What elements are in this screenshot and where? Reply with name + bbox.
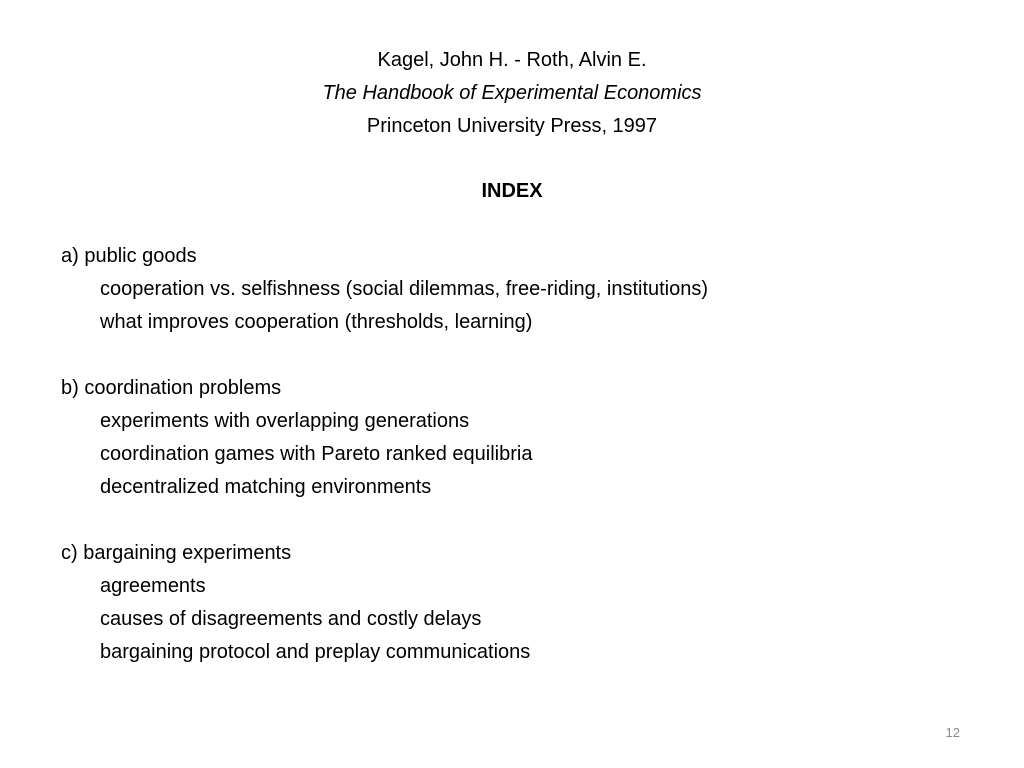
section-item: decentralized matching environments xyxy=(100,476,432,498)
authors-line: Kagel, John H. - Roth, Alvin E. xyxy=(377,49,647,71)
section-title: c) bargaining experiments xyxy=(61,542,292,564)
section-item: what improves cooperation (thresholds, learning) xyxy=(100,311,533,333)
citation-header xyxy=(0,44,1024,143)
section-item: causes of disagreements and costly delays xyxy=(100,608,482,630)
section-item: agreements xyxy=(100,575,206,597)
section-item: cooperation vs. selfishness (social dilemmas, free-riding, institutions) xyxy=(100,278,709,300)
section-coordination-problems xyxy=(61,372,961,504)
page-number: 12 xyxy=(945,725,960,740)
index-heading: INDEX xyxy=(481,180,543,202)
section-item: experiments with overlapping generations xyxy=(100,410,470,432)
section-title: a) public goods xyxy=(61,245,197,267)
index-sections xyxy=(61,240,961,702)
book-title: The Handbook of Experimental Economics xyxy=(322,82,702,104)
publisher-line: Princeton University Press, 1997 xyxy=(366,115,658,137)
section-item: coordination games with Pareto ranked equilibria xyxy=(100,443,533,465)
section-bargaining-experiments xyxy=(61,537,961,669)
section-public-goods xyxy=(61,240,961,339)
section-title: b) coordination problems xyxy=(61,377,282,399)
section-item: bargaining protocol and preplay communications xyxy=(100,641,531,663)
